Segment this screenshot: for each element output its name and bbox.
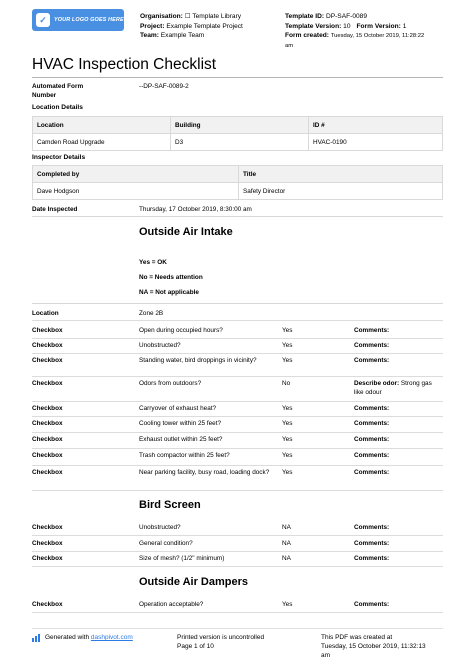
team-label: Team: xyxy=(140,32,159,39)
column-header-completed-by: Completed by xyxy=(33,166,239,183)
template-id-value: DP-SAF-0089 xyxy=(325,13,367,20)
column-header-id: ID # xyxy=(309,117,443,134)
checklist-row xyxy=(32,601,443,613)
checkbox-label: Checkbox xyxy=(32,601,63,608)
project-value: Example Template Project xyxy=(166,22,243,30)
form-created-label: Form created: xyxy=(285,32,329,39)
comments-label: Comments: xyxy=(354,420,390,427)
comments-cell xyxy=(354,327,443,336)
automated-form-number-label xyxy=(32,82,83,100)
comments-cell xyxy=(354,452,443,461)
header-template-info xyxy=(285,12,450,51)
location-details-table xyxy=(32,116,443,151)
answer: Yes xyxy=(282,452,293,459)
checklist-row xyxy=(32,524,443,536)
form-version-label: Form Version: xyxy=(356,22,401,30)
question: Operation acceptable? xyxy=(139,601,204,608)
question: Unobstructed? xyxy=(139,342,181,349)
comments-label: Comments: xyxy=(354,436,390,443)
location-value: Zone 2B xyxy=(139,310,164,317)
team-value: Example Team xyxy=(160,32,205,39)
printed-notice xyxy=(177,633,264,651)
table-row xyxy=(33,183,443,200)
location-row xyxy=(32,310,443,321)
divider xyxy=(32,216,443,217)
date-inspected-value: Thursday, 17 October 2019, 8:30:00 am xyxy=(139,206,252,213)
logo-mark-icon: ✓ xyxy=(36,13,50,27)
checkbox-label: Checkbox xyxy=(32,342,63,349)
comments-label: Comments: xyxy=(354,469,390,476)
answer: NA xyxy=(282,540,291,547)
dashpivot-logo-icon xyxy=(32,634,41,642)
comments-label: Comments: xyxy=(354,357,390,364)
pdf-created-line2: Tuesday, 15 October 2019, 11:32:13 xyxy=(321,643,426,650)
checklist-row xyxy=(32,405,443,417)
inspector-details-label: Inspector Details xyxy=(32,154,86,161)
comments-cell xyxy=(354,342,443,351)
checkbox-label: Checkbox xyxy=(32,405,63,412)
comments-cell xyxy=(354,357,443,366)
comments-cell xyxy=(354,601,443,610)
question: Near parking facility, busy road, loading dock? xyxy=(139,469,270,476)
form-version-value: 1 xyxy=(402,22,407,30)
comments-cell xyxy=(354,555,443,564)
comments-cell xyxy=(354,524,443,533)
comments-label: Comments: xyxy=(354,601,390,608)
checklist-row xyxy=(32,357,443,377)
checklist-row xyxy=(32,555,443,567)
pdf-created-line3: am xyxy=(321,652,331,659)
legend-no: No = Needs attention xyxy=(139,274,203,281)
legend-na: NA = Not applicable xyxy=(139,289,199,296)
answer: NA xyxy=(282,555,291,562)
checkbox-label: Checkbox xyxy=(32,436,63,443)
table-header-row xyxy=(33,117,443,134)
answer: Yes xyxy=(282,436,293,443)
document-footer xyxy=(0,628,474,671)
table-row xyxy=(33,134,443,151)
automated-label-line2: Number xyxy=(32,92,57,99)
comments-label: Comments: xyxy=(354,524,390,531)
section-title-bird-screen: Bird Screen xyxy=(139,499,201,511)
title-cell: Safety Director xyxy=(239,183,443,200)
answer: Yes xyxy=(282,469,293,476)
pdf-created-line1: This PDF was created at xyxy=(321,634,393,641)
template-version-value: 10 xyxy=(343,22,351,30)
form-created-value-cont: am xyxy=(285,42,294,49)
comments-label: Comments: xyxy=(354,452,390,459)
table-header-row xyxy=(33,166,443,183)
header-project-info xyxy=(140,12,243,41)
section-title-outside-air-dampers: Outside Air Dampers xyxy=(139,576,249,588)
checkbox-label: Checkbox xyxy=(32,380,63,387)
column-header-title: Title xyxy=(239,166,443,183)
answer: Yes xyxy=(282,357,293,364)
question: Cooling tower within 25 feet? xyxy=(139,420,222,427)
page-title: HVAC Inspection Checklist xyxy=(32,56,217,73)
checkbox-label: Checkbox xyxy=(32,327,63,334)
footer-divider xyxy=(32,628,443,629)
question: Size of mesh? (1/2" minimum) xyxy=(139,555,225,562)
divider xyxy=(32,303,443,304)
id-cell: HVAC-0190 xyxy=(309,134,443,151)
checkbox-label: Checkbox xyxy=(32,357,63,364)
comments-label: Comments: xyxy=(354,327,390,334)
template-version-label: Template Version: xyxy=(285,22,342,30)
checkbox-label: Checkbox xyxy=(32,524,63,531)
checkbox-label: Checkbox xyxy=(32,420,63,427)
comments-label: Comments: xyxy=(354,405,390,412)
dashpivot-link[interactable]: dashpivot.com xyxy=(90,634,133,641)
checkbox-label: Checkbox xyxy=(32,469,63,476)
comments-label: Comments: xyxy=(354,555,390,562)
location-details-label: Location Details xyxy=(32,104,83,111)
comments-cell xyxy=(354,436,443,445)
checklist-row xyxy=(32,469,443,491)
checkbox-label: Checkbox xyxy=(32,555,63,562)
answer: Yes xyxy=(282,342,293,349)
answer: Yes xyxy=(282,601,293,608)
checkbox-label: Checkbox xyxy=(32,452,63,459)
checklist-row xyxy=(32,420,443,433)
building-cell: D3 xyxy=(171,134,309,151)
comments-label: Comments: xyxy=(354,540,390,547)
checklist-row xyxy=(32,540,443,552)
comments-cell xyxy=(354,380,443,397)
location-label: Location xyxy=(32,310,59,317)
question: Standing water, bird droppings in vicinity? xyxy=(139,357,257,364)
answer: Yes xyxy=(282,405,293,412)
question: Odors from outdoors? xyxy=(139,380,202,387)
logo-text: YOUR LOGO GOES HERE xyxy=(54,17,124,23)
organisation-value: ☐ Template Library xyxy=(184,13,242,20)
question: Carryover of exhaust heat? xyxy=(139,405,217,412)
column-header-location: Location xyxy=(33,117,171,134)
template-id-label: Template ID: xyxy=(285,13,325,20)
section-title-outside-air-intake: Outside Air Intake xyxy=(139,226,233,238)
question: Open during occupied hours? xyxy=(139,327,223,334)
title-divider xyxy=(32,77,443,78)
comments-value: Strong gas like odour xyxy=(354,380,432,396)
checklist-row xyxy=(32,342,443,354)
checkbox-label: Checkbox xyxy=(32,540,63,547)
checklist-row xyxy=(32,436,443,449)
checklist-row xyxy=(32,380,443,402)
comments-label: Describe odor: xyxy=(354,380,400,387)
project-label: Project: xyxy=(140,22,165,30)
checklist-row xyxy=(32,452,443,466)
page-number: Page 1 of 10 xyxy=(177,643,214,650)
form-created-value: Tuesday, 15 October 2019, 11:28:22 xyxy=(330,33,425,39)
checklist-row xyxy=(32,327,443,339)
answer: Yes xyxy=(282,327,293,334)
printed-line1: Printed version is uncontrolled xyxy=(177,634,265,641)
automated-form-number-value: --DP-SAF-0089-2 xyxy=(139,83,189,90)
pdf-created xyxy=(321,633,426,660)
organisation-label: Organisation: xyxy=(140,13,183,20)
document-header xyxy=(0,0,474,49)
legend-yes: Yes = OK xyxy=(139,259,167,266)
date-inspected-label: Date Inspected xyxy=(32,206,78,213)
comments-label: Comments: xyxy=(354,342,390,349)
generated-prefix: Generated with xyxy=(45,634,90,641)
completed-by-cell: Dave Hodgson xyxy=(33,183,239,200)
company-logo xyxy=(32,9,124,31)
question: Exhaust outlet within 25 feet? xyxy=(139,436,223,443)
answer: No xyxy=(282,380,291,387)
answer: Yes xyxy=(282,420,293,427)
generated-with xyxy=(32,633,133,642)
comments-cell xyxy=(354,420,443,429)
answer: NA xyxy=(282,524,291,531)
question: Trash compactor within 25 feet? xyxy=(139,452,230,459)
question: Unobstructed? xyxy=(139,524,181,531)
inspector-details-table xyxy=(32,165,443,200)
comments-cell xyxy=(354,469,443,478)
location-cell: Camden Road Upgrade xyxy=(33,134,171,151)
column-header-building: Building xyxy=(171,117,309,134)
comments-cell xyxy=(354,540,443,549)
question: General condition? xyxy=(139,540,193,547)
automated-label-line1: Automated Form xyxy=(32,83,84,90)
comments-cell xyxy=(354,405,443,414)
